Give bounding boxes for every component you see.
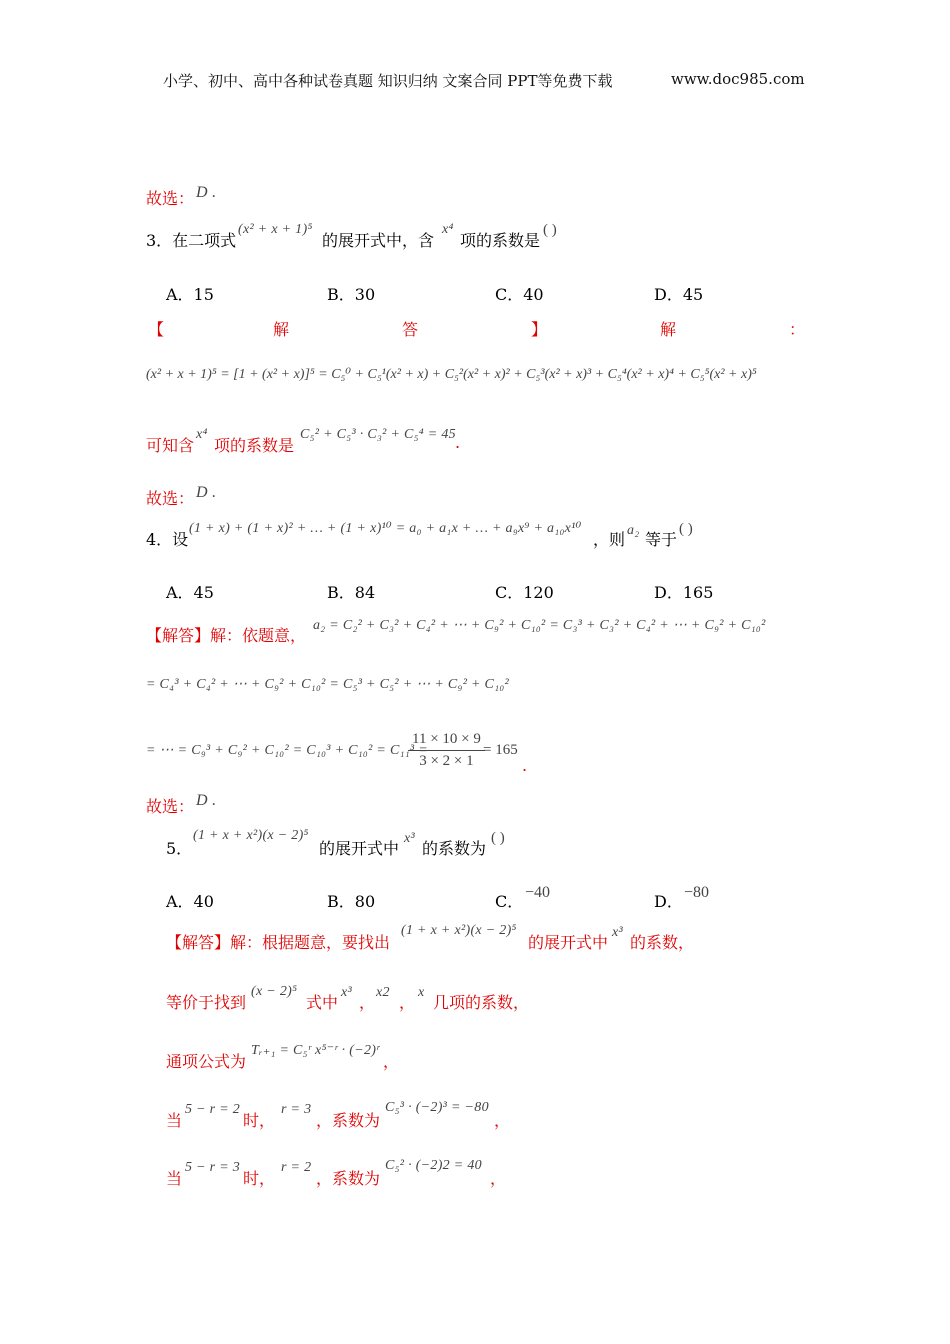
q4-stem-mid: ，则 bbox=[593, 530, 626, 549]
q4-expression: (1 + x) + (1 + x)² + … + (1 + x)¹⁰ = a₀ + a₁x + … + a₉x⁹ + a₁₀x¹⁰ bbox=[189, 521, 582, 536]
q5-x3: x³ bbox=[404, 831, 416, 846]
q5-line2-text-b: 式中 bbox=[306, 993, 339, 1012]
q3-answer-value: D . bbox=[196, 484, 217, 501]
q5-line2-text-e: 几项的系数， bbox=[433, 993, 530, 1012]
q5-option-b: B．80 bbox=[327, 892, 376, 911]
q5-line4-r: r = 3 bbox=[281, 1102, 312, 1117]
q5-line3-comma: ， bbox=[383, 1052, 400, 1071]
q3-x4: x⁴ bbox=[442, 222, 454, 237]
q5-line3-text: 通项公式为 bbox=[166, 1052, 247, 1071]
q5-line3-formula: Tᵣ₊₁ = C₅ʳ x⁵⁻ʳ · (−2)ʳ bbox=[251, 1043, 380, 1058]
q3-expression: (x² + x + 1)⁵ bbox=[238, 222, 313, 237]
q5-line5-time: 时， bbox=[243, 1169, 276, 1188]
q5-stem-tail: 的系数为 bbox=[422, 839, 487, 858]
q5-line4-comma: ， bbox=[494, 1111, 511, 1130]
q4-fraction-numerator: 11 × 10 × 9 bbox=[408, 731, 485, 751]
q4-option-b: B．84 bbox=[327, 583, 376, 602]
q4-answer-label: 故选： bbox=[146, 797, 195, 816]
q5-line5-when: 当 bbox=[166, 1169, 183, 1188]
q3-answer-label: 故选： bbox=[146, 489, 195, 508]
q3-option-b: B．30 bbox=[327, 285, 376, 304]
q5-line4-time: 时， bbox=[243, 1111, 276, 1130]
q5-line5-r: r = 2 bbox=[281, 1160, 312, 1175]
q3-stem-tail: 项的系数是 bbox=[460, 231, 541, 250]
q5-line5-coef: C₅² · (−2)2 = 40 bbox=[385, 1158, 482, 1173]
q3-expansion-equation: (x² + x + 1)⁵ = [1 + (x² + x)]⁵ = C₅⁰ + C₅¹(x² + x) + C₅²(x² + x)² + C₅³(x² + x)³ + C₅⁴(x² + x)⁴ + C₅⁵(x² + x)⁵ bbox=[146, 367, 757, 382]
q5-solution-mid: 的展开式中 bbox=[528, 933, 609, 952]
q3-paren: ( ) bbox=[543, 222, 557, 238]
q4-paren: ( ) bbox=[679, 521, 693, 537]
q4-option-d: D．165 bbox=[654, 583, 714, 602]
q5-paren: ( ) bbox=[491, 830, 505, 846]
q5-option-d-value: −80 bbox=[684, 884, 710, 901]
header-url[interactable]: www.doc985.com bbox=[671, 70, 805, 88]
q5-line5-comma: ， bbox=[490, 1169, 507, 1188]
q5-line2-expression: (x − 2)⁵ bbox=[251, 984, 298, 999]
q3-option-c: C．40 bbox=[495, 285, 544, 304]
q5-line4-coef-label: ，系数为 bbox=[316, 1111, 381, 1130]
q5-solution-tail: 的系数， bbox=[630, 933, 695, 952]
q5-line2-comma1: ， bbox=[359, 993, 376, 1012]
q4-answer-value: D . bbox=[196, 792, 217, 809]
q5-line2-text: 等价于找到 bbox=[166, 993, 247, 1012]
q5-option-d: D． bbox=[654, 892, 683, 911]
q4-solution-line2: = C₄³ + C₄² + ⋯ + C₉² + C₁₀² = C₅³ + C₅² + ⋯ + C₉² + C₁₀² bbox=[146, 677, 510, 692]
q3-option-a: A．15 bbox=[166, 285, 214, 304]
answer-prev-value: D . bbox=[196, 184, 217, 201]
q5-solution-x3: x³ bbox=[612, 925, 624, 940]
q4-solution-line3: = ⋯ = C₉³ + C₉² + C₁₀² = C₁₀³ + C₁₀² = C₁₁³ = bbox=[146, 743, 428, 758]
q4-solution-label: 【解答】解：依题意， bbox=[146, 626, 307, 645]
solution-tag-colon: ： bbox=[789, 320, 806, 339]
q5-option-c: C． bbox=[495, 892, 524, 911]
q5-option-c-value: −40 bbox=[525, 884, 551, 901]
header-title: 小学、初中、高中各种试卷真题 知识归纳 文案合同 PPT等免费下载 bbox=[163, 72, 613, 90]
q5-line4-when: 当 bbox=[166, 1111, 183, 1130]
q5-expression: (1 + x + x²)(x − 2)⁵ bbox=[193, 828, 309, 843]
q5-line2-x3: x³ bbox=[341, 985, 353, 1000]
q4-solution-result: = 165 bbox=[483, 742, 518, 758]
q4-fraction-denominator: 3 × 2 × 1 bbox=[419, 753, 474, 769]
q5-solution-label: 【解答】解：根据题意，要找出 bbox=[166, 933, 391, 952]
answer-prev-label: 故选： bbox=[146, 189, 195, 208]
q4-option-a: A．45 bbox=[166, 583, 214, 602]
q5-line5-condition: 5 − r = 3 bbox=[185, 1160, 241, 1175]
q3-conclusion-math: C₅² + C₅³ · C₃² + C₅⁴ = 45 bbox=[300, 427, 456, 442]
q5-line2-x: x bbox=[418, 985, 425, 1000]
q4-number: 4．设 bbox=[146, 530, 189, 549]
q4-stem-tail: 等于 bbox=[645, 530, 678, 549]
q4-fraction bbox=[408, 731, 485, 770]
q3-number: 3．在二项式 bbox=[146, 231, 237, 250]
solution-tag-close: 】 bbox=[531, 320, 548, 339]
q5-line2-comma2: ， bbox=[399, 993, 416, 1012]
q5-option-a: A．40 bbox=[166, 892, 214, 911]
q4-solution-dot: . bbox=[522, 756, 528, 775]
q3-conclusion-dot: . bbox=[455, 433, 461, 452]
solution-tag-open: 【 bbox=[148, 320, 165, 339]
q3-conclusion-x4: x⁴ bbox=[196, 427, 208, 442]
solution-tag-char1: 解 bbox=[273, 320, 290, 339]
q3-option-d: D．45 bbox=[654, 285, 704, 304]
q5-solution-expression: (1 + x + x²)(x − 2)⁵ bbox=[401, 923, 517, 938]
q5-line2-x2: x2 bbox=[376, 985, 390, 1000]
q5-line4-condition: 5 − r = 2 bbox=[185, 1102, 241, 1117]
q5-number: 5． bbox=[166, 839, 193, 858]
q5-stem-mid: 的展开式中 bbox=[319, 839, 400, 858]
q4-option-c: C．120 bbox=[495, 583, 554, 602]
q3-conclusion-text: 可知含 bbox=[146, 436, 195, 455]
solution-tag-char3: 解 bbox=[660, 320, 677, 339]
solution-tag-char2: 答 bbox=[402, 320, 419, 339]
q4-a2: a₂ bbox=[627, 523, 640, 538]
q4-solution-line1: a₂ = C₂² + C₃² + C₄² + ⋯ + C₉² + C₁₀² = C₃³ + C₃² + C₄² + ⋯ + C₉² + C₁₀² bbox=[313, 618, 766, 633]
q3-stem-mid: 的展开式中，含 bbox=[322, 231, 435, 250]
q5-line4-coef: C₅³ · (−2)³ = −80 bbox=[385, 1100, 489, 1115]
q3-conclusion-text2: 项的系数是 bbox=[214, 436, 295, 455]
q5-line5-coef-label: ，系数为 bbox=[316, 1169, 381, 1188]
